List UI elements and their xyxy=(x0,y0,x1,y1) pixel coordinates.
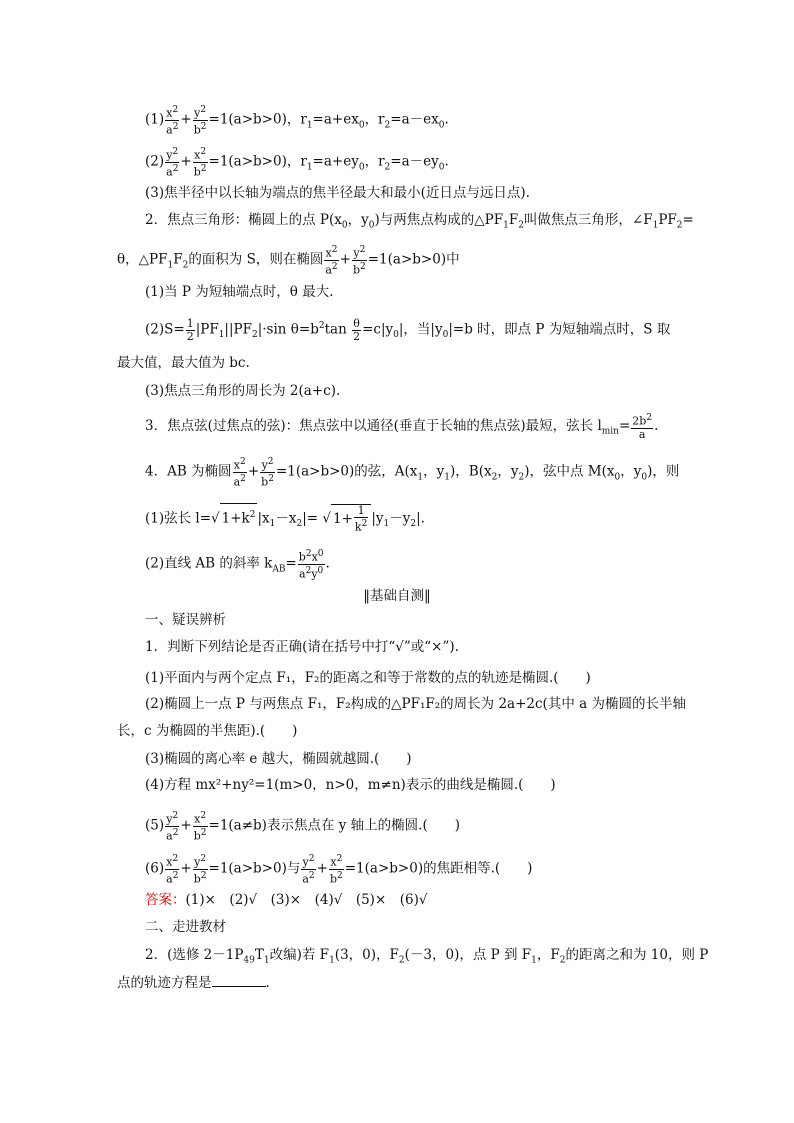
question-1-1: (1)平面内与两个定点 F₁，F₂的距离之和等于常数的点的轨迹是椭圆.( ) xyxy=(145,670,591,686)
focal-triangle-cont: θ，$\triangle PF_1F_2$的面积为 S，则在椭圆 $\frac{x^2}{a^2}$ + $\frac{y^2}{b^2}$ =1(a>b>0)中 xyxy=(117,245,460,277)
section-title: ‖基础自测‖ xyxy=(363,588,431,604)
chord-intro: 4．AB 为椭圆 $\frac{x^2}{a^2}$ + $\frac{y^2}{b^2}$ =1(a>b>0)的弦，$A(x_1$，$y_1$)，$B(x_2$，$y_2$)，弦中点 $M(x_0$，$y_0$)，则 xyxy=(145,457,680,489)
question-2: 2．(选修 $2-1P_{49}T_1$改编)若 $F_1(3$，0)，$F_2(-3$，0)，点 P 到 $F_1$，$F_2$的距离之和为 10，则 P xyxy=(145,947,709,966)
question-1-6: (6) $\frac{x^2}{a^2}$ + $\frac{y^2}{b^2}$ =1(a>b>0)与 $\frac{y^2}{a^2}$ + $\frac{x^2}{b^2}$ =1(a>b>0)的焦距相等.( ) xyxy=(145,854,533,886)
question-1-3: (3)椭圆的离心率 e 越大，椭圆就越圆.( ) xyxy=(145,751,412,767)
answer-line xyxy=(145,889,427,911)
answer-text: (1)× (2)√ (3)× (4)√ (5)× (6)√ xyxy=(185,892,428,908)
chord-length: (1)弦长 l=√ $1+k^2$ $|x_1-x_2|=$ √ 1+ $\frac{1}{k^2}$ $|y_1-y_2|$. xyxy=(145,503,425,534)
answer-blank[interactable] xyxy=(212,974,266,987)
question-1-2: (2)椭圆上一点 P 与两焦点 F₁，F₂构成的△PF₁F₂的周长为 2a+2c(其中 a 为椭圆的长半轴 xyxy=(145,696,686,712)
question-1: 1．判断下列结论是否正确(请在括号中打“√”或“×”). xyxy=(145,639,459,655)
radius-formula-1: (1) $\frac{x^2}{a^2}$ + $\frac{y^2}{b^2}$ =1(a>b>0)，$r_1=a+ex_0$，$r_2=a-ex_0$. xyxy=(145,105,449,137)
focal-triangle-1: (1)当 P 为短轴端点时，θ 最大. xyxy=(145,284,334,300)
focal-triangle-2-cont: 最大值，最大值为 bc. xyxy=(117,355,250,371)
question-1-5: (5) $\frac{y^2}{a^2}$ + $\frac{x^2}{b^2}$ =1(a≠b)表示焦点在 y 轴上的椭圆.( ) xyxy=(145,811,460,843)
question-2-text: 点的轨迹方程是 xyxy=(117,975,212,991)
question-1-2-cont: 长，c 为椭圆的半焦距).( ) xyxy=(117,723,298,739)
focal-triangle-3: (3)焦点三角形的周长为 2(a+c). xyxy=(145,383,341,399)
question-2-cont: 点的轨迹方程是 . xyxy=(117,975,270,991)
focal-triangle-intro: 2．焦点三角形：椭圆上的点 $P(x_0$，$y_0$)与两焦点构成的$\triangle PF_1F_2$叫做焦点三角形，$\angle F_1PF_2=$ xyxy=(145,212,694,231)
radius-formula-2: (2) $\frac{y^2}{a^2}$ + $\frac{x^2}{b^2}$ =1(a>b>0)，$r_1=a+ey_0$，$r_2=a-ey_0$. xyxy=(145,147,449,179)
chord-slope: (2)直线 AB 的斜率 $k_{AB}=$ $\frac{b^2x^0}{a^2y^0}$ . xyxy=(145,549,330,581)
part2-title: 二、走进教材 xyxy=(145,919,226,935)
focal-triangle-2: (2)S= $\frac{1}{2}$ $|PF_1||PF_2|\cdot\sin$ $\theta=b^2\tan$ $\frac{\theta}{2}$ $=c|y_0|$，当$|y_0|=b$ 时，即点 P 为短轴端点时，S 取 xyxy=(145,316,671,343)
focal-chord: 3．焦点弦(过焦点的弦)：焦点弦中以通径(垂直于长轴的焦点弦)最短，弦长 $l_{min}=$ $\frac{2b^2}{a}$ . xyxy=(145,413,659,441)
radius-note: (3)焦半径中以长轴为端点的焦半径最大和最小(近日点与远日点). xyxy=(145,185,530,201)
part1-title: 一、疑误辨析 xyxy=(145,612,226,628)
answer-label: 答案： xyxy=(145,892,186,908)
question-1-4: (4)方程 mx²+ny²=1(m>0，n>0，m≠n)表示的曲线是椭圆.( ) xyxy=(145,777,556,793)
